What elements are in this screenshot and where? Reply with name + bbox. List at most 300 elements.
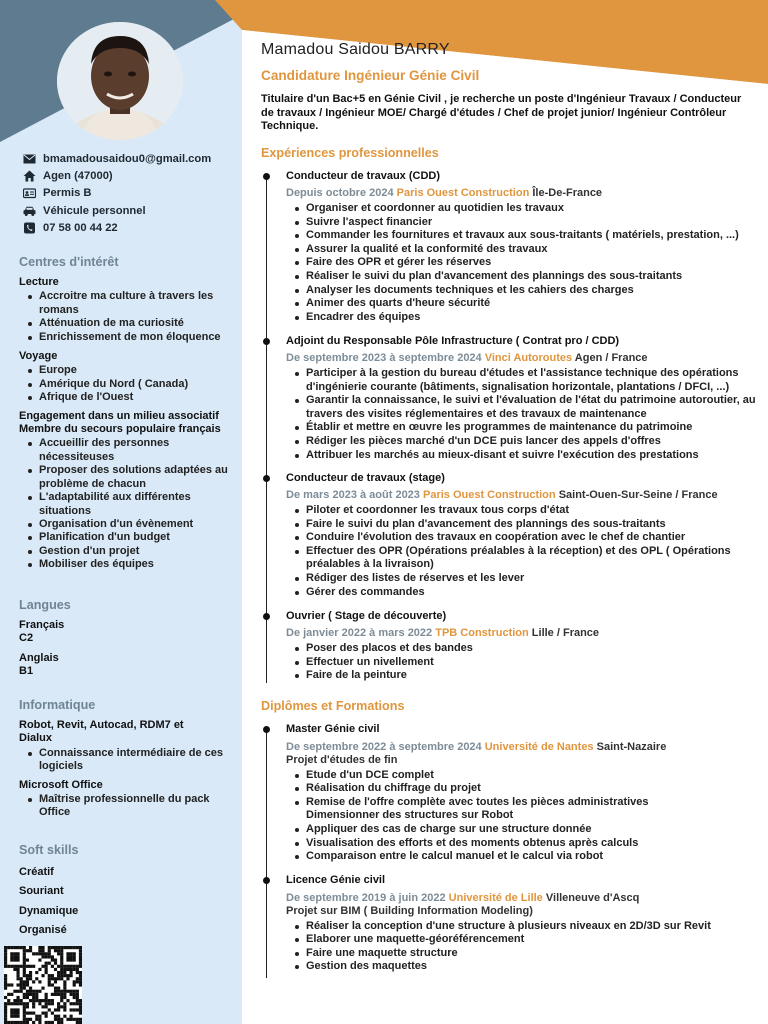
qr-module bbox=[13, 1002, 16, 1005]
qr-module bbox=[29, 1018, 32, 1021]
list-item: Accueillir des personnes nécessiteuses bbox=[27, 437, 234, 464]
soft-skill-item: Souriant bbox=[19, 885, 64, 898]
list-item: Remise de l'offre complète avec toutes les pièces administratives Dimensionner des structures sur Robot bbox=[295, 796, 655, 823]
qr-module bbox=[41, 999, 44, 1002]
qr-module bbox=[63, 996, 66, 999]
list-item: Appliquer des cas de charge sur une structure donnée bbox=[295, 823, 761, 837]
qr-module bbox=[73, 990, 76, 993]
entry-org: Paris Ouest Construction bbox=[396, 187, 530, 199]
qr-module bbox=[76, 1002, 79, 1005]
timeline-dot bbox=[263, 475, 270, 482]
qr-module bbox=[63, 980, 66, 983]
qr-module bbox=[26, 977, 29, 980]
qr-module bbox=[63, 1002, 66, 1005]
qr-module bbox=[48, 946, 51, 949]
list-item: Réaliser la conception d'une structure à plusieurs niveaux en 2D/3D sur Revit bbox=[295, 920, 761, 934]
qr-module bbox=[16, 1008, 19, 1011]
qr-module bbox=[32, 952, 35, 955]
experience-entry bbox=[286, 471, 761, 599]
list-item: Connaissance intermédiaire de ces logiciels bbox=[27, 747, 234, 774]
qr-module bbox=[54, 1008, 57, 1011]
qr-module bbox=[16, 1002, 19, 1005]
qr-module bbox=[16, 990, 19, 993]
qr-module bbox=[16, 946, 19, 949]
qr-module bbox=[4, 996, 7, 999]
experience-entry bbox=[286, 169, 761, 324]
qr-module bbox=[41, 987, 44, 990]
qr-module bbox=[63, 993, 66, 996]
qr-module bbox=[63, 987, 66, 990]
qr-module bbox=[23, 1018, 26, 1021]
qr-module bbox=[70, 952, 73, 955]
qr-module bbox=[60, 968, 63, 971]
qr-module bbox=[76, 971, 79, 974]
list-item: Faire le suivi du plan d'avancement des plannings des sous-traitants bbox=[295, 518, 761, 532]
license-text: Permis B bbox=[43, 187, 92, 200]
qr-module bbox=[23, 962, 26, 965]
qr-module bbox=[60, 946, 63, 949]
experience-title: Expériences professionnelles bbox=[261, 146, 439, 160]
home-icon bbox=[22, 170, 36, 182]
list-item: Maîtrise professionnelle du pack Office bbox=[27, 793, 234, 820]
sidebar bbox=[0, 0, 242, 1024]
list-item: Réalisation du chiffrage du projet bbox=[295, 782, 761, 796]
qr-module bbox=[7, 999, 10, 1002]
qr-module bbox=[79, 958, 82, 961]
qr-module bbox=[45, 965, 48, 968]
qr-module bbox=[60, 1018, 63, 1021]
qr-module bbox=[60, 990, 63, 993]
interest-group-title: Engagement dans un milieu associatif Membre du secours populaire français bbox=[19, 409, 221, 436]
qr-module bbox=[66, 990, 69, 993]
qr-module bbox=[16, 977, 19, 980]
qr-module bbox=[38, 1002, 41, 1005]
qr-module bbox=[38, 1015, 41, 1018]
qr-module bbox=[20, 983, 23, 986]
list-item: Organiser et coordonner au quotidien les travaux bbox=[295, 202, 761, 216]
qr-module bbox=[57, 1008, 60, 1011]
qr-module bbox=[70, 968, 73, 971]
qr-module bbox=[79, 965, 82, 968]
qr-module bbox=[66, 999, 69, 1002]
qr-module bbox=[16, 952, 19, 955]
qr-module bbox=[79, 962, 82, 965]
entry-date: De septembre 2023 à septembre 2024 bbox=[286, 352, 482, 364]
qr-module bbox=[63, 983, 66, 986]
list-item: Gestion des maquettes bbox=[295, 960, 761, 974]
qr-module bbox=[32, 1002, 35, 1005]
languages-section bbox=[19, 598, 234, 685]
timeline-dot bbox=[263, 173, 270, 180]
qr-module bbox=[23, 965, 26, 968]
list-item: Afrique de l'Ouest bbox=[27, 391, 234, 404]
qr-module bbox=[60, 1005, 63, 1008]
contact-license bbox=[22, 185, 237, 202]
soft-skills-title: Soft skills bbox=[19, 843, 79, 857]
qr-module bbox=[76, 946, 79, 949]
qr-module bbox=[54, 993, 57, 996]
qr-module bbox=[57, 1018, 60, 1021]
qr-module bbox=[26, 993, 29, 996]
qr-module bbox=[23, 1008, 26, 1011]
qr-module bbox=[7, 1002, 10, 1005]
qr-module bbox=[29, 993, 32, 996]
qr-module bbox=[60, 962, 63, 965]
list-item: Gérer des commandes bbox=[295, 586, 761, 600]
it-title: Informatique bbox=[19, 698, 96, 712]
phone-text: 07 58 00 44 22 bbox=[43, 222, 118, 235]
qr-module bbox=[45, 962, 48, 965]
qr-module bbox=[38, 1018, 41, 1021]
qr-module bbox=[66, 977, 69, 980]
qr-module bbox=[20, 1002, 23, 1005]
person-name: Mamadou Saidou BARRY bbox=[261, 41, 450, 58]
education-title: Diplômes et Formations bbox=[261, 699, 405, 713]
qr-module bbox=[45, 955, 48, 958]
qr-module bbox=[48, 980, 51, 983]
qr-module bbox=[51, 955, 54, 958]
qr-module bbox=[73, 1008, 76, 1011]
qr-module bbox=[13, 958, 16, 961]
experience-entry bbox=[286, 609, 761, 683]
list-item: Analyser les documents techniques et les cahiers des charges bbox=[295, 284, 761, 298]
entry-location: Lille / France bbox=[531, 627, 600, 639]
qr-module bbox=[45, 971, 48, 974]
timeline-dot bbox=[263, 726, 270, 733]
list-item: Rédiger les pièces marché d'un DCE puis lancer des appels d'offres bbox=[295, 435, 761, 449]
qr-module bbox=[70, 1018, 73, 1021]
qr-module bbox=[66, 974, 69, 977]
qr-module bbox=[60, 949, 63, 952]
list-item: Amérique du Nord ( Canada) bbox=[27, 378, 234, 391]
qr-module bbox=[10, 1002, 13, 1005]
qr-module bbox=[23, 968, 26, 971]
qr-module bbox=[20, 946, 23, 949]
qr-module bbox=[13, 1012, 16, 1015]
soft-skill-item: Dynamique bbox=[19, 904, 79, 917]
qr-module bbox=[66, 955, 69, 958]
qr-module bbox=[10, 946, 13, 949]
qr-module bbox=[23, 987, 26, 990]
entry-meta bbox=[286, 488, 761, 502]
contact-vehicle bbox=[22, 202, 237, 219]
qr-module bbox=[57, 977, 60, 980]
qr-module bbox=[45, 1002, 48, 1005]
qr-module bbox=[54, 1015, 57, 1018]
contact-email[interactable] bbox=[22, 150, 237, 167]
entry-org: Université de Lille bbox=[448, 892, 543, 904]
list-item: Effectuer des OPR (Opérations préalables à la réception) et des OPL ( Opérations préalables à la livraison) bbox=[295, 545, 761, 572]
qr-module bbox=[60, 977, 63, 980]
qr-module bbox=[26, 980, 29, 983]
interests-section bbox=[19, 255, 234, 572]
qr-module bbox=[4, 980, 7, 983]
qr-module bbox=[51, 993, 54, 996]
qr-module bbox=[4, 977, 7, 980]
qr-module bbox=[26, 990, 29, 993]
entry-title: Ouvrier ( Stage de découverte) bbox=[286, 610, 447, 622]
it-group-title: Microsoft Office bbox=[19, 778, 103, 791]
list-item: Poser des placos et des bandes bbox=[295, 642, 761, 656]
qr-module bbox=[4, 1015, 7, 1018]
qr-module bbox=[48, 962, 51, 965]
phone-icon bbox=[22, 222, 36, 234]
qr-module bbox=[16, 1015, 19, 1018]
main-content bbox=[261, 0, 761, 1024]
qr-module bbox=[29, 990, 32, 993]
qr-module bbox=[23, 952, 26, 955]
qr-code[interactable] bbox=[4, 946, 82, 1024]
qr-module bbox=[45, 999, 48, 1002]
qr-module bbox=[41, 955, 44, 958]
qr-module bbox=[4, 1018, 7, 1021]
list-item: Europe bbox=[27, 364, 234, 377]
qr-module bbox=[45, 1015, 48, 1018]
qr-module bbox=[26, 1002, 29, 1005]
soft-skills-section bbox=[19, 843, 234, 943]
qr-module bbox=[66, 1018, 69, 1021]
qr-module bbox=[38, 952, 41, 955]
qr-module bbox=[35, 1015, 38, 1018]
soft-skill-item: Organisé bbox=[19, 923, 67, 936]
qr-module bbox=[29, 1012, 32, 1015]
qr-module bbox=[48, 955, 51, 958]
qr-module bbox=[63, 1008, 66, 1011]
qr-module bbox=[26, 996, 29, 999]
qr-module bbox=[4, 1008, 7, 1011]
qr-module bbox=[41, 965, 44, 968]
list-item: Encadrer des équipes bbox=[295, 311, 761, 325]
qr-module bbox=[29, 946, 32, 949]
qr-module bbox=[16, 983, 19, 986]
qr-module bbox=[79, 1018, 82, 1021]
qr-module bbox=[79, 1008, 82, 1011]
list-item: Faire de la peinture bbox=[295, 669, 761, 683]
qr-module bbox=[66, 952, 69, 955]
list-item: Effectuer un nivellement bbox=[295, 656, 761, 670]
avatar bbox=[57, 22, 183, 140]
qr-module bbox=[66, 965, 69, 968]
entry-title: Master Génie civil bbox=[286, 723, 380, 735]
qr-module bbox=[35, 971, 38, 974]
qr-module bbox=[48, 999, 51, 1002]
qr-module bbox=[57, 946, 60, 949]
list-item: Planification d'un budget bbox=[27, 531, 234, 544]
entry-title: Licence Génie civil bbox=[286, 874, 386, 886]
entry-date: De septembre 2019 à juin 2022 bbox=[286, 892, 446, 904]
qr-module bbox=[79, 1012, 82, 1015]
entry-title: Conducteur de travaux (CDD) bbox=[286, 170, 441, 182]
list-item: Gestion d'un projet bbox=[27, 545, 234, 558]
qr-module bbox=[29, 949, 32, 952]
qr-module bbox=[10, 965, 13, 968]
list-item: Suivre l'aspect financier bbox=[295, 216, 761, 230]
qr-module bbox=[16, 974, 19, 977]
qr-module bbox=[63, 968, 66, 971]
qr-module bbox=[60, 971, 63, 974]
list-item: Visualisation des efforts et des moments obtenus après calculs bbox=[295, 837, 761, 851]
qr-module bbox=[63, 1015, 66, 1018]
qr-module bbox=[38, 990, 41, 993]
qr-module bbox=[7, 993, 10, 996]
qr-module bbox=[54, 980, 57, 983]
address-text: Agen (47000) bbox=[43, 170, 113, 183]
qr-module bbox=[73, 996, 76, 999]
list-item: Elaborer une maquette-géoréférencement bbox=[295, 933, 761, 947]
qr-module bbox=[10, 1008, 13, 1011]
qr-module bbox=[4, 965, 7, 968]
qr-module bbox=[20, 965, 23, 968]
qr-module bbox=[60, 974, 63, 977]
qr-module bbox=[41, 952, 44, 955]
qr-module bbox=[70, 1008, 73, 1011]
qr-module bbox=[60, 999, 63, 1002]
qr-module bbox=[54, 1018, 57, 1021]
qr-module bbox=[48, 952, 51, 955]
qr-module bbox=[76, 980, 79, 983]
qr-module bbox=[29, 987, 32, 990]
qr-module bbox=[73, 980, 76, 983]
soft-skill-item: Créatif bbox=[19, 866, 54, 878]
qr-module bbox=[41, 949, 44, 952]
entry-date: De septembre 2022 à septembre 2024 bbox=[286, 741, 482, 753]
list-item: Atténuation de ma curiosité bbox=[27, 317, 234, 330]
qr-module bbox=[16, 1012, 19, 1015]
entry-note: Projet sur BIM ( Building Information Modeling) bbox=[286, 905, 533, 917]
qr-module bbox=[57, 974, 60, 977]
qr-module bbox=[57, 1005, 60, 1008]
qr-module bbox=[4, 974, 7, 977]
qr-module bbox=[76, 968, 79, 971]
qr-module bbox=[10, 955, 13, 958]
qr-module bbox=[29, 965, 32, 968]
qr-module bbox=[66, 946, 69, 949]
qr-module bbox=[41, 1005, 44, 1008]
qr-module bbox=[4, 949, 7, 952]
entry-location: Saint-Nazaire bbox=[596, 741, 667, 753]
qr-module bbox=[79, 977, 82, 980]
entry-meta bbox=[286, 891, 761, 905]
qr-module bbox=[32, 993, 35, 996]
contact-phone[interactable] bbox=[22, 220, 237, 237]
qr-module bbox=[79, 952, 82, 955]
qr-module bbox=[63, 971, 66, 974]
envelope-icon bbox=[22, 153, 36, 165]
qr-module bbox=[35, 1018, 38, 1021]
qr-module bbox=[13, 946, 16, 949]
qr-module bbox=[70, 1015, 73, 1018]
qr-module bbox=[7, 983, 10, 986]
qr-module bbox=[23, 946, 26, 949]
qr-module bbox=[51, 946, 54, 949]
qr-module bbox=[79, 955, 82, 958]
qr-module bbox=[51, 958, 54, 961]
entry-date: De janvier 2022 à mars 2022 bbox=[286, 627, 433, 639]
car-icon bbox=[22, 205, 36, 217]
qr-module bbox=[70, 965, 73, 968]
qr-module bbox=[45, 1005, 48, 1008]
qr-module bbox=[73, 968, 76, 971]
entry-location: Villeneuve d'Ascq bbox=[545, 892, 640, 904]
entry-org: TPB Construction bbox=[435, 627, 529, 639]
qr-module bbox=[73, 946, 76, 949]
qr-module bbox=[76, 993, 79, 996]
qr-module bbox=[32, 965, 35, 968]
qr-module bbox=[7, 965, 10, 968]
qr-module bbox=[51, 977, 54, 980]
qr-module bbox=[23, 1002, 26, 1005]
qr-module bbox=[73, 955, 76, 958]
entry-location: Agen / France bbox=[574, 352, 648, 364]
qr-module bbox=[10, 1015, 13, 1018]
list-item: Mobiliser des équipes bbox=[27, 558, 234, 571]
qr-module bbox=[35, 990, 38, 993]
qr-module bbox=[63, 974, 66, 977]
qr-module bbox=[73, 965, 76, 968]
qr-module bbox=[26, 1012, 29, 1015]
timeline-dot bbox=[263, 338, 270, 345]
qr-module bbox=[79, 949, 82, 952]
qr-module bbox=[73, 1002, 76, 1005]
qr-module bbox=[38, 958, 41, 961]
qr-module bbox=[32, 1005, 35, 1008]
qr-module bbox=[76, 965, 79, 968]
qr-module bbox=[70, 993, 73, 996]
entry-meta bbox=[286, 351, 761, 365]
qr-module bbox=[16, 968, 19, 971]
qr-module bbox=[32, 990, 35, 993]
entry-note: Projet d'études de fin bbox=[286, 754, 398, 766]
qr-module bbox=[57, 993, 60, 996]
qr-module bbox=[54, 968, 57, 971]
qr-module bbox=[13, 999, 16, 1002]
list-item: Assurer la qualité et la conformité des travaux bbox=[295, 243, 761, 257]
timeline-dot bbox=[263, 877, 270, 884]
languages-title: Langues bbox=[19, 598, 71, 612]
education-entry bbox=[286, 722, 761, 864]
qr-module bbox=[13, 952, 16, 955]
list-item: Commander les fournitures et travaux aux sous-traitants ( matériels, prestation, ...) bbox=[295, 229, 761, 243]
qr-module bbox=[57, 952, 60, 955]
interest-group-reading bbox=[19, 276, 234, 344]
qr-module bbox=[51, 965, 54, 968]
qr-module bbox=[4, 962, 7, 965]
qr-module bbox=[26, 965, 29, 968]
qr-module bbox=[70, 974, 73, 977]
qr-module bbox=[41, 1012, 44, 1015]
experience-timeline bbox=[266, 175, 267, 683]
qr-module bbox=[4, 987, 7, 990]
qr-module bbox=[70, 946, 73, 949]
qr-module bbox=[10, 952, 13, 955]
qr-module bbox=[23, 958, 26, 961]
qr-module bbox=[23, 996, 26, 999]
list-item: Rédiger des listes de réserves et les lever bbox=[295, 572, 761, 586]
qr-module bbox=[16, 965, 19, 968]
qr-module bbox=[26, 1005, 29, 1008]
qr-module bbox=[57, 965, 60, 968]
qr-module bbox=[48, 949, 51, 952]
vehicle-text: Véhicule personnel bbox=[43, 204, 146, 217]
list-item: Organisation d'un évènement bbox=[27, 518, 234, 531]
qr-module bbox=[13, 1008, 16, 1011]
qr-module bbox=[13, 990, 16, 993]
qr-module bbox=[79, 1002, 82, 1005]
qr-module bbox=[54, 990, 57, 993]
education-timeline bbox=[266, 728, 267, 978]
email-text: bmamadousaidou0@gmail.com bbox=[43, 152, 212, 165]
qr-module bbox=[57, 971, 60, 974]
